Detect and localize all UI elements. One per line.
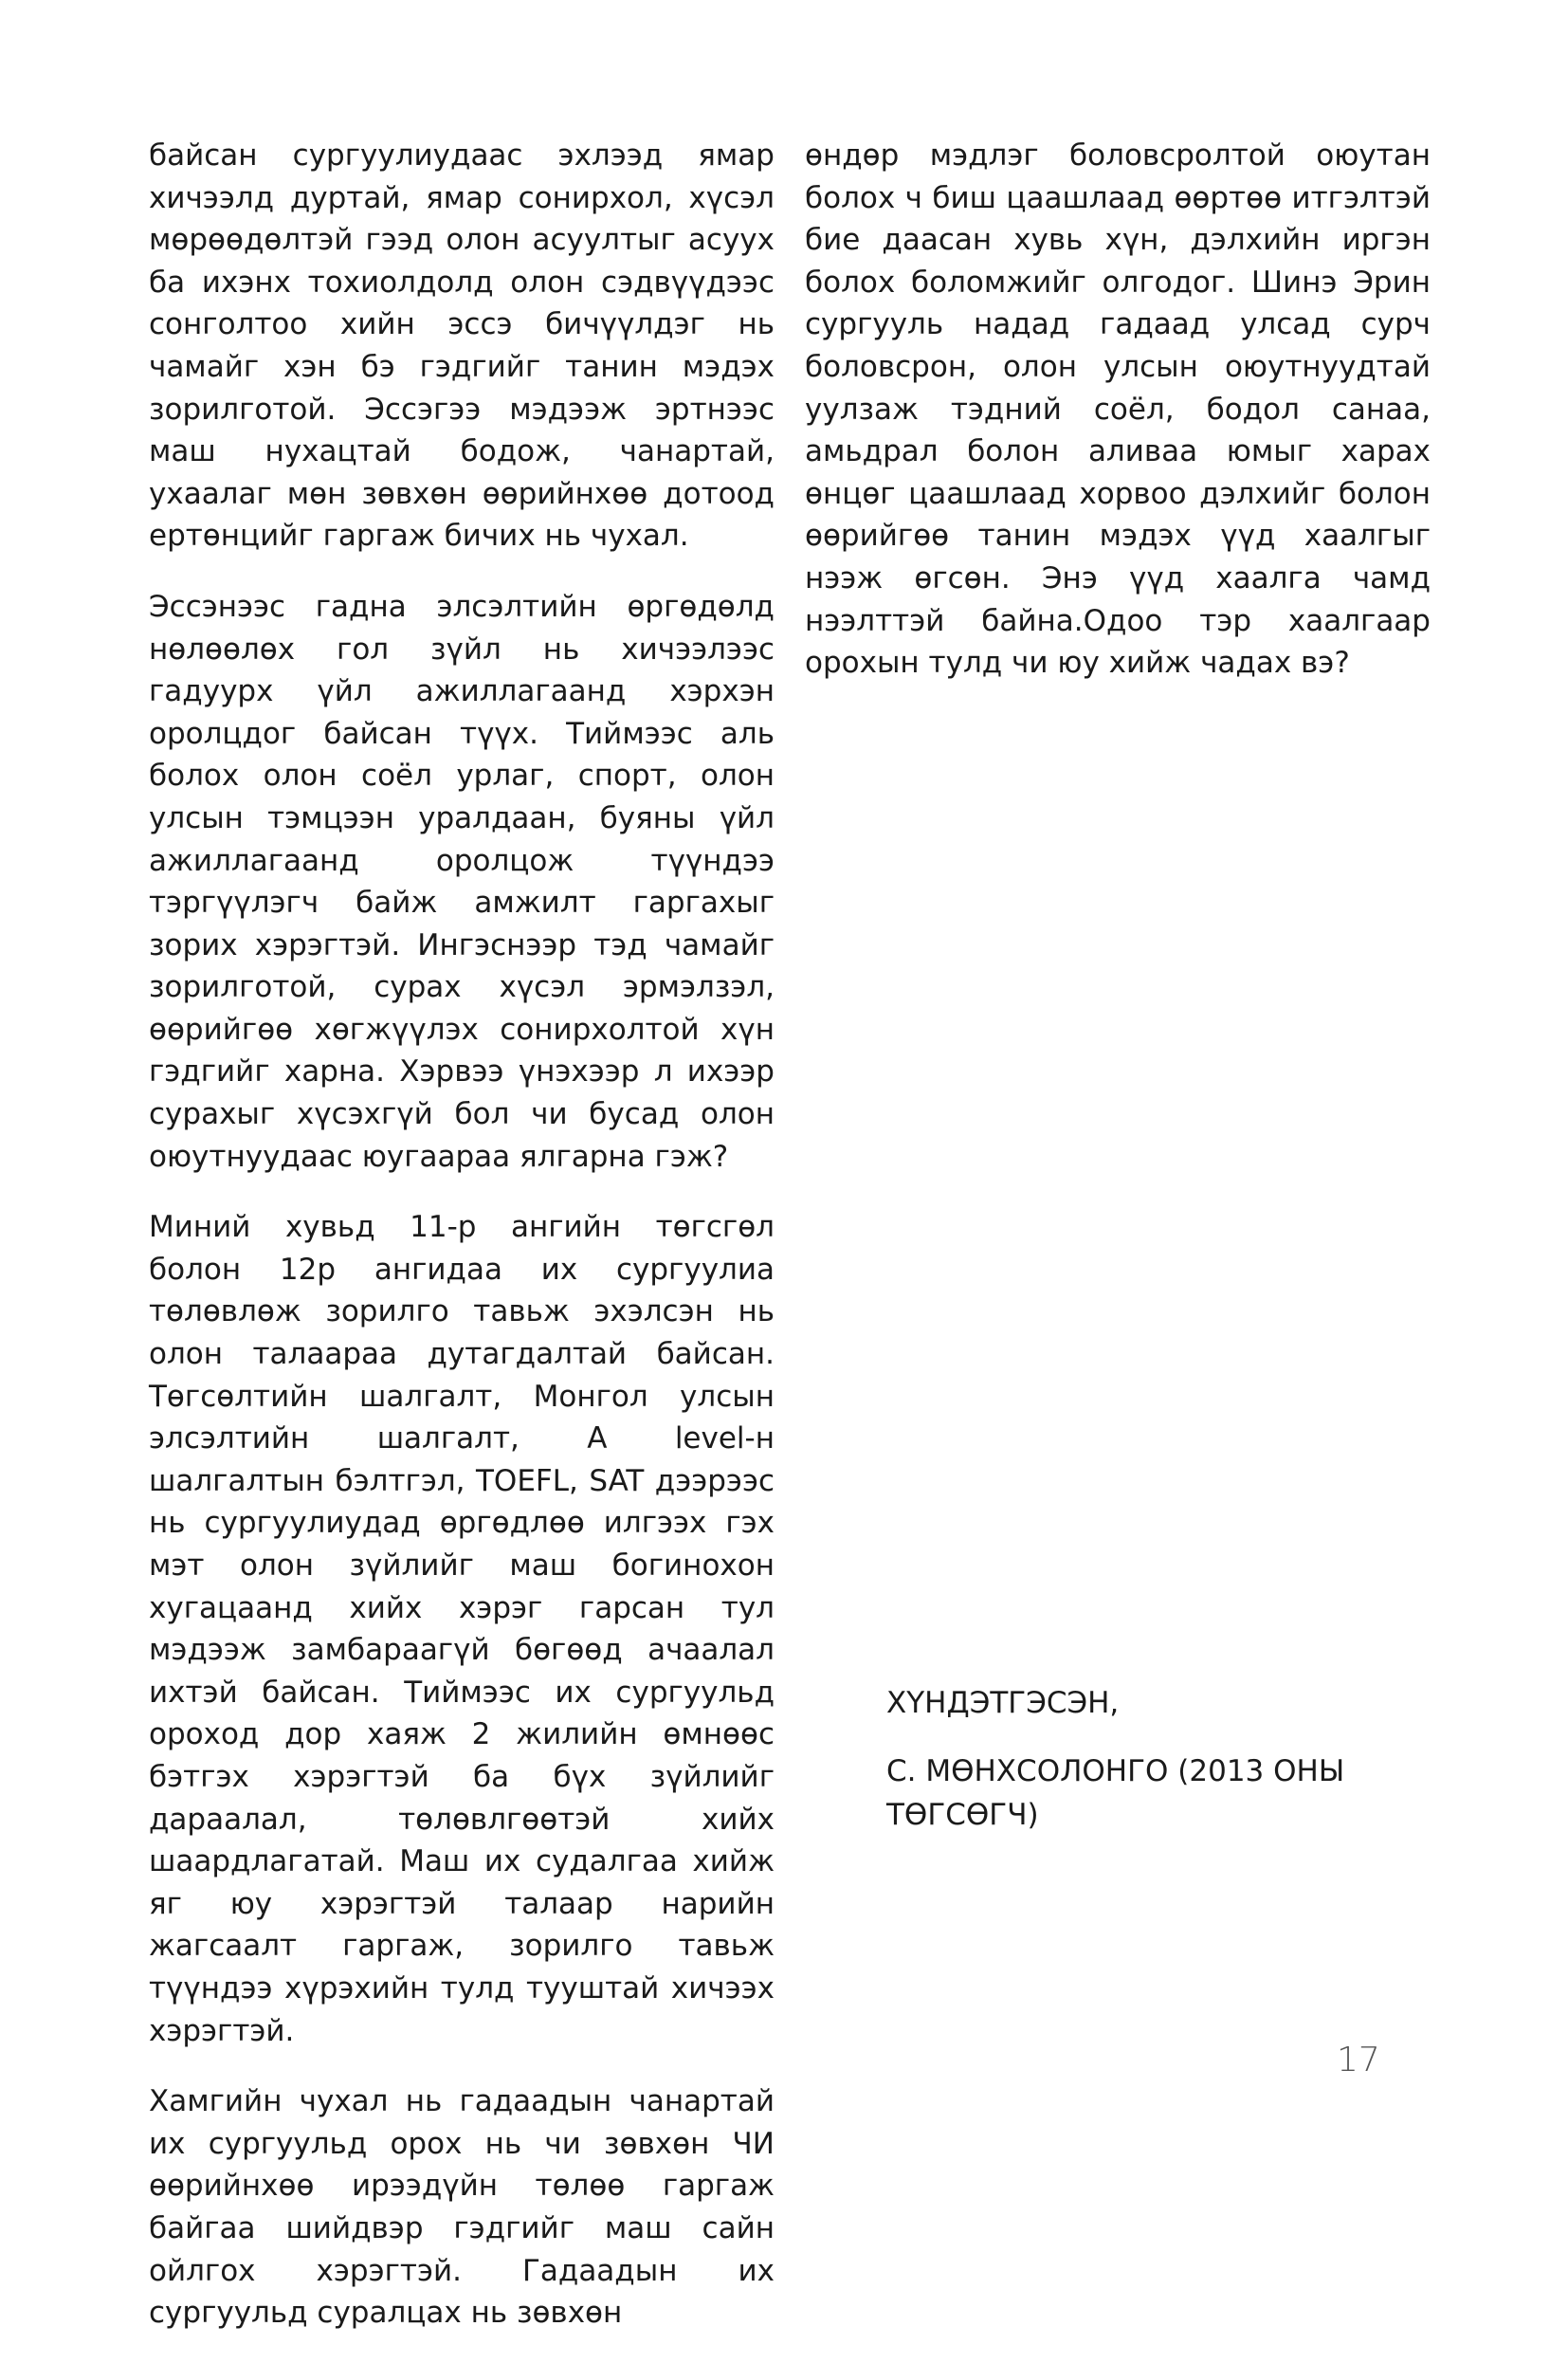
left-text-column — [149, 135, 775, 2363]
paragraph: Миний хувьд 11-р ангийн төгсгөл болон 12р ангидаа их сургуулиа төлөвлөж зорилго тавьж эхэлсэн нь олон талаараа дутагдалтай байсан. Төгсөлтийн шалгалт, Монгол улсын элсэлтийн шалгалт, A level-н шалгалтын бэлтгэл, TOEFL, SAT дээрээс нь сургуулиудад өргөдлөө илгээх гэх мэт олон зүйлийг маш богинохон хугацаанд хийх хэрэг гарсан тул мэдээж замбараагүй бөгөөд ачаалал ихтэй байсан. Тиймээс их сургуульд ороход дор хаяж 2 жилийн өмнөөс бэтгэх хэрэгтэй ба бүх зүйлийг дараалал, төлөвлгөөтэй хийх шаардлагатай. Маш их судалгаа хийж яг юу хэрэгтэй талаар нарийн жагсаалт гаргаж, зорилго тавьж түүндээ хүрэхийн тулд тууштай хичээх хэрэгтэй. — [149, 1210, 775, 2048]
paragraph: Хамгийн чухал нь гадаадын чанартай их сургуульд орох нь чи зөвхөн ЧИ өөрийнхөө ирээдүйн төлөө гаргаж байгаа шийдвэр гэдгийг маш сайн ойлгох хэрэгтэй. Гадаадын их сургуульд суралцах нь зөвхөн — [149, 2084, 775, 2331]
paragraph: Эссэнээс гадна элсэлтийн өргөдөлд нөлөөлөх гол зүйл нь хичээлээс гадуурх үйл ажиллагаанд хэрхэн оролцдог байсан түүх. Тиймээс аль болох олон соёл урлаг, спорт, олон улсын тэмцээн уралдаан, буяны үйл ажиллагаанд оролцож түүндээ тэргүүлэгч байж амжилт гаргахыг зорих хэрэгтэй. Ингэснээр тэд чамайг зорилготой, сурах хүсэл эрмэлзэл, өөрийгөө хөгжүүлэх сонирхолтой хүн гэдгийг харна. Хэрвээ үнэхээр л ихээр сурахыг хүсэхгүй бол чи бусад олон оюутнуудаас юугаараа ялгарна гэж? — [149, 589, 775, 1174]
paragraph: өндөр мэдлэг боловсролтой оюутан болох ч биш цаашлаад өөртөө итгэлтэй бие даасан хувь хүн, дэлхийн иргэн болох боломжийг олгодог. Шинэ Эрин сургууль надад гадаад улсад сурч боловсрон, олон улсын оюутнуудтай уулзаж тэдний соёл, бодол санаа, амьдрал болон аливаа юмыг харах өнцөг цаашлаад хорвоо дэлхийг болон өөрийгөө танин мэдэх үүд хаалгыг нээж өгсөн. Энэ үүд хаалга чамд нээлттэй байна.Одоо тэр хаалгаар орохын тулд чи юу хийж чадах вэ? — [805, 138, 1431, 681]
signature-closing: ХҮНДЭТГЭСЭН, — [886, 1686, 1120, 1720]
paragraph: байсан сургуулиудаас эхлээд ямар хичээлд дуртай, ямар сонирхол, хүсэл мөрөөдөлтэй гээд олон асуултыг асуух ба ихэнх тохиолдолд олон сэдвүүдээс сонголтоо хийн эссэ бичүүлдэг нь чамайг хэн бэ гэдгийг танин мэдэх зорилготой. Эссэгээ мэдээж эртнээс маш нухацтай бодож, чанартай, ухаалаг мөн зөвхөн өөрийнхөө дотоод ертөнцийг гаргаж бичих нь чухал. — [149, 138, 775, 554]
page-number: 17 — [1337, 2041, 1380, 2079]
right-text-column — [805, 135, 1431, 713]
signature-author: С. МӨНХСОЛОНГО (2013 ОНЫ ТӨГСӨГЧ) — [886, 1754, 1345, 1832]
signature-block — [886, 1681, 1417, 1861]
